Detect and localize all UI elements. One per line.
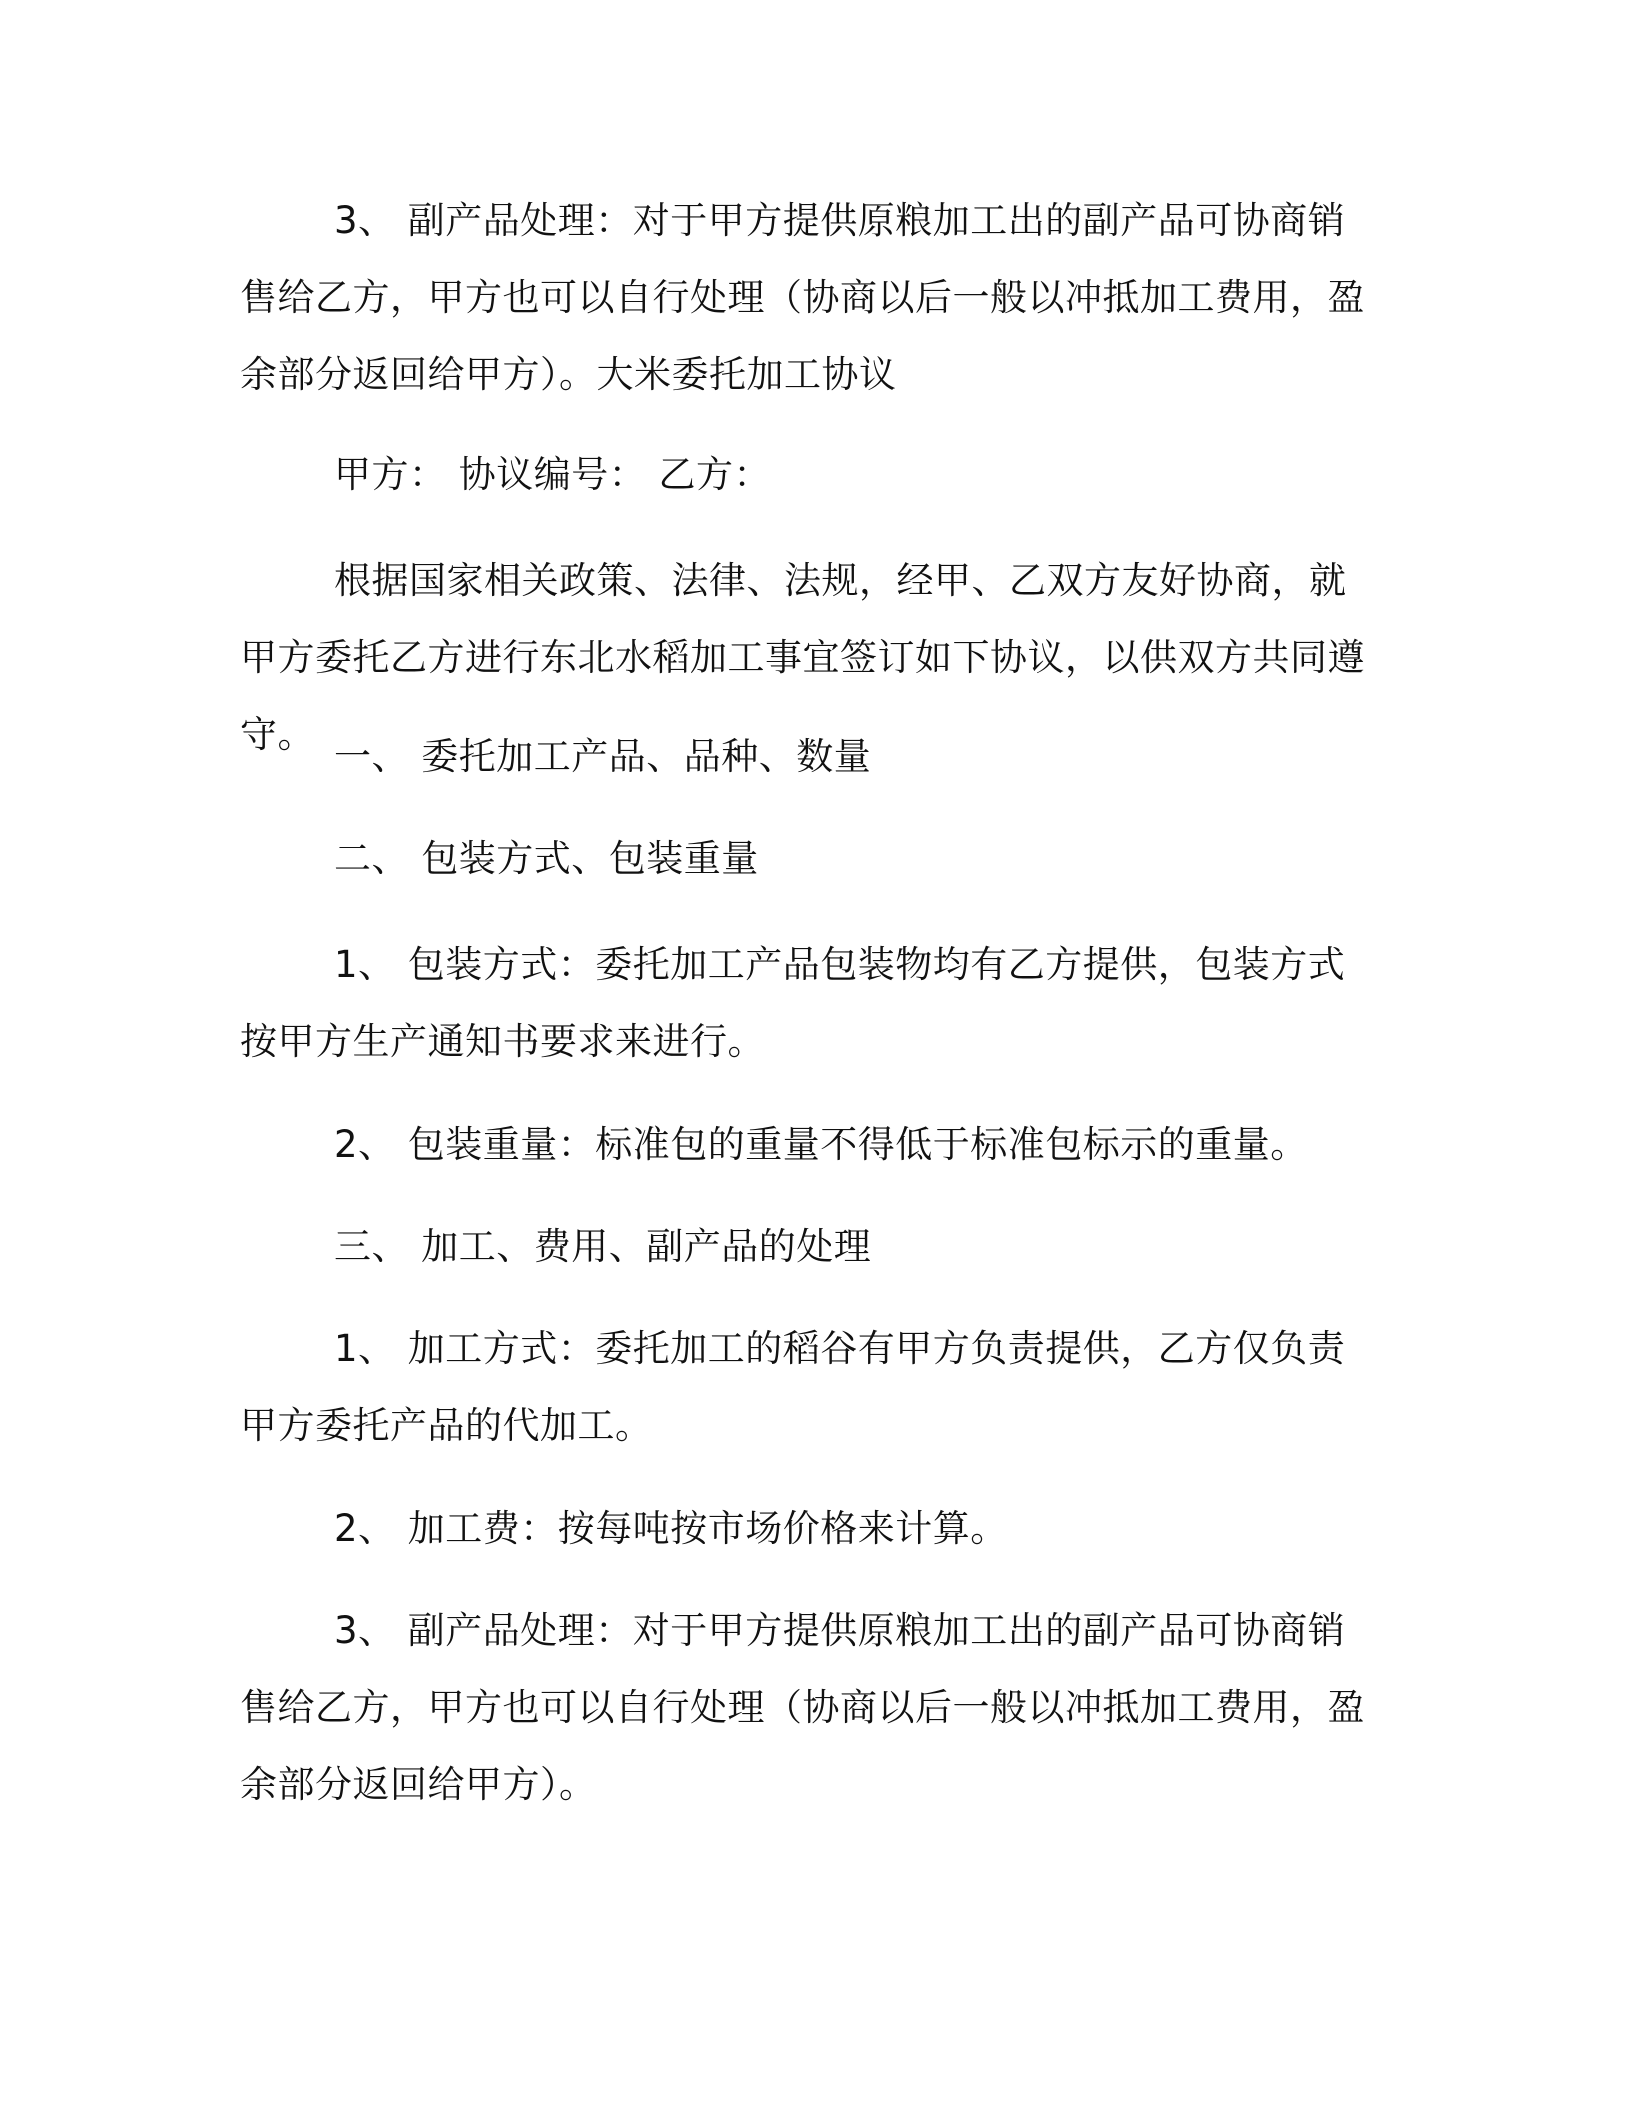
paragraph-packaging-weight: 2、 包装重量：标准包的重量不得低于标准包标示的重量。 (334, 1123, 1308, 1166)
paragraph-byproduct-handling-2: 3、 副产品处理：对于甲方提供原粮加工出的副产品可协商销售给乙方，甲方也可以自行处理（协商以后一般以冲抵加工费用，盈余部分返回给甲方）。 (240, 1609, 1365, 1806)
paragraph-parties-header: 甲方： 协议编号： 乙方： (334, 453, 772, 496)
section-heading-packaging: 二、 包装方式、包装重量 (334, 837, 759, 880)
paragraph-preamble: 根据国家相关政策、法律、法规，经甲、乙双方友好协商，就甲方委托乙方进行东北水稻加工事宜签订如下协议，以供双方共同遵守。 (240, 559, 1365, 756)
paragraph-processing-fee: 2、 加工费：按每吨按市场价格来计算。 (334, 1507, 1008, 1550)
paragraph-byproduct-handling-1: 3、 副产品处理：对于甲方提供原粮加工出的副产品可协商销售给乙方，甲方也可以自行处理（协商以后一般以冲抵加工费用，盈余部分返回给甲方）。大米委托加工协议 (240, 199, 1365, 396)
paragraph-processing-method: 1、 加工方式：委托加工的稻谷有甲方负责提供，乙方仅负责甲方委托产品的代加工。 (240, 1327, 1346, 1447)
paragraph-packaging-method: 1、 包装方式：委托加工产品包装物均有乙方提供，包装方式按甲方生产通知书要求来进行。 (240, 943, 1346, 1063)
section-heading-processing-fees-byproducts: 三、 加工、费用、副产品的处理 (334, 1225, 872, 1268)
section-heading-product-variety-quantity: 一、 委托加工产品、品种、数量 (334, 735, 872, 778)
